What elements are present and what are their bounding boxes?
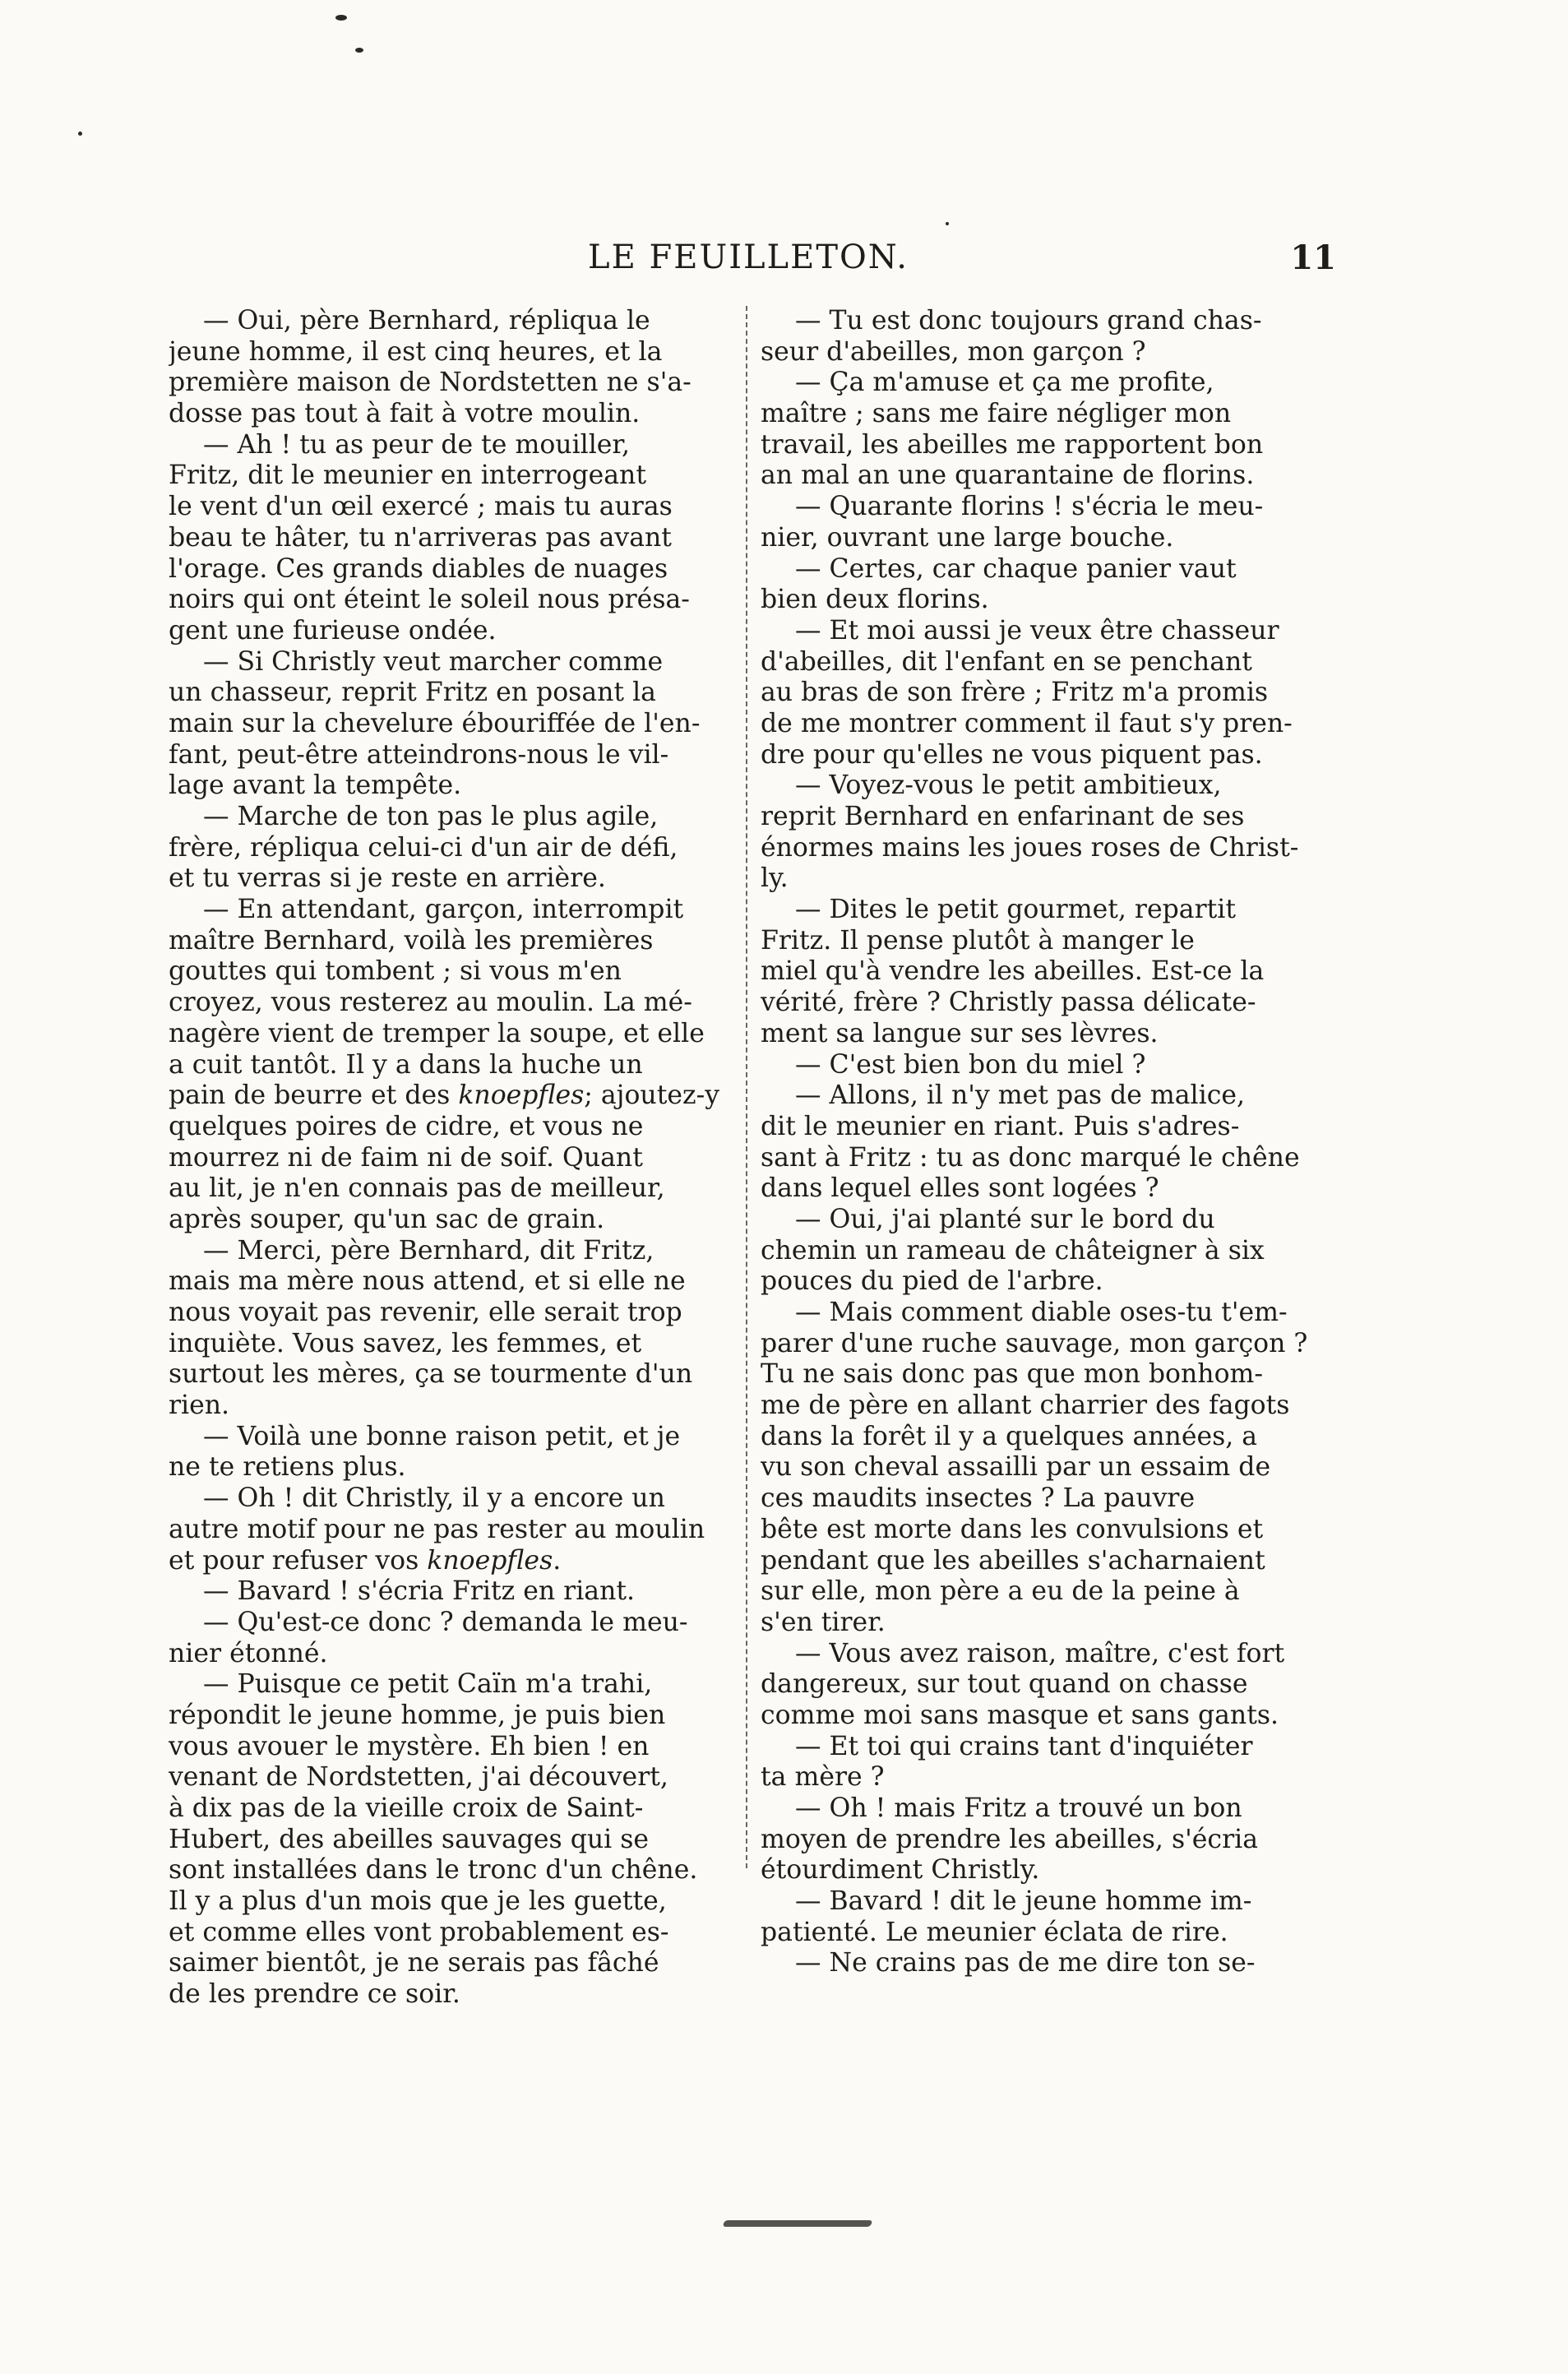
text-line: patienté. Le meunier éclata de rire.: [761, 1917, 1228, 1947]
text-line: ne te retiens plus.: [169, 1452, 406, 1483]
text-line: croyez, vous resterez au moulin. La mé-: [169, 988, 692, 1018]
text-line: main sur la chevelure ébouriffée de l'en-: [169, 708, 701, 738]
text-line: et tu verras si je reste en arrière.: [169, 863, 606, 894]
page-number: 11: [1290, 238, 1336, 277]
text-line: vérité, frère ? Christly passa délicate-: [761, 988, 1256, 1018]
text-line: vu son cheval assailli par un essaim de: [761, 1452, 1271, 1483]
text-line: pouces du pied de l'arbre.: [761, 1266, 1103, 1297]
text-line: à dix pas de la vieille croix de Saint-: [169, 1793, 644, 1823]
text-line: lage avant la tempête.: [169, 771, 462, 801]
right-column: [761, 306, 1328, 1979]
text-line: — Puisque ce petit Caïn m'a trahi,: [203, 1669, 653, 1700]
text-line: saimer bientôt, je ne serais pas fâché: [169, 1948, 659, 1978]
text-line: — Et moi aussi je veux être chasseur: [795, 615, 1279, 646]
text-line: ta mère ?: [761, 1762, 885, 1793]
text-line: répondit le jeune homme, je puis bien: [169, 1700, 666, 1730]
text-line: me de père en allant charrier des fagots: [761, 1391, 1290, 1421]
text-line: dit le meunier en riant. Puis s'adres-: [761, 1111, 1240, 1141]
text-line: mais ma mère nous attend, et si elle ne: [169, 1266, 686, 1297]
text-line: dre pour qu'elles ne vous piquent pas.: [761, 739, 1263, 770]
text-line: rien.: [169, 1391, 230, 1421]
text-line: dangereux, sur tout quand on chasse: [761, 1669, 1248, 1700]
text-line: sont installées dans le tronc d'un chêne.: [169, 1855, 698, 1886]
text-line: d'abeilles, dit l'enfant en se penchant: [761, 646, 1252, 677]
text-line: surtout les mères, ça se tourmente d'un: [169, 1359, 693, 1390]
text-line: — Voilà une bonne raison petit, et je: [203, 1421, 681, 1451]
text-line: — Mais comment diable oses-tu t'em-: [795, 1298, 1288, 1327]
text-line: dans la forêt il y a quelques années, a: [761, 1421, 1258, 1451]
text-line: mourrez ni de faim ni de soif. Quant: [169, 1142, 643, 1173]
text-line: au lit, je n'en connais pas de meilleur,: [169, 1173, 665, 1204]
text-line: — Oui, j'ai planté sur le bord du: [795, 1204, 1215, 1234]
text-line: quelques poires de cidre, et vous ne: [169, 1111, 644, 1141]
text-line: autre motif pour ne pas rester au moulin: [169, 1514, 705, 1544]
text-line: inquiète. Vous savez, les femmes, et: [169, 1328, 642, 1358]
text-line: moyen de prendre les abeilles, s'écria: [761, 1824, 1258, 1854]
text-line: chemin un rameau de châteigner à six: [761, 1235, 1265, 1266]
text-line: Tu ne sais donc pas que mon bonhom-: [761, 1359, 1264, 1390]
text-line: s'en tirer.: [761, 1607, 886, 1637]
text-line: gent une furieuse ondée.: [169, 615, 497, 646]
text-line: Hubert, des abeilles sauvages qui se: [169, 1824, 650, 1854]
text-line: première maison de Nordstetten ne s'a-: [169, 368, 691, 398]
text-line: — C'est bien bon du miel ?: [795, 1049, 1146, 1080]
text-line: — Oh ! dit Christly, il y a encore un: [203, 1483, 665, 1514]
ink-speck: [355, 48, 363, 53]
text-line: — En attendant, garçon, interrompit: [203, 895, 684, 925]
column-divider: [746, 306, 749, 1868]
text-line: Il y a plus d'un mois que je les guette,: [169, 1886, 667, 1917]
text-line: venant de Nordstetten, j'ai découvert,: [169, 1762, 668, 1793]
text-line: — Bavard ! s'écria Fritz en riant.: [203, 1576, 636, 1607]
text-line: — Vous avez raison, maître, c'est fort: [795, 1638, 1285, 1668]
text-line: — Ne crains pas de me dire ton se-: [795, 1948, 1256, 1978]
text-line: beau te hâter, tu n'arriveras pas avant: [169, 522, 672, 553]
text-line: maître Bernhard, voilà les premières: [169, 925, 654, 956]
page-header: [160, 238, 1336, 288]
text-line: parer d'une ruche sauvage, mon garçon ?: [761, 1328, 1308, 1358]
ink-speck: [335, 15, 347, 21]
ink-speck: [78, 132, 82, 136]
ink-smudge: [723, 2220, 873, 2227]
text-line: ces maudits insectes ? La pauvre: [761, 1483, 1196, 1514]
text-line: vous avouer le mystère. Eh bien ! en: [169, 1731, 650, 1761]
text-line: a cuit tantôt. Il y a dans la huche un: [169, 1049, 643, 1080]
text-line: pendant que les abeilles s'acharnaient: [761, 1545, 1265, 1576]
text-line: an mal an une quarantaine de florins.: [761, 460, 1255, 491]
text-line: — Merci, père Bernhard, dit Fritz,: [203, 1235, 654, 1266]
text-line: seur d'abeilles, mon garçon ?: [761, 336, 1146, 367]
text-line: un chasseur, reprit Fritz en posant la: [169, 678, 656, 708]
text-line: bête est morte dans les convulsions et: [761, 1514, 1264, 1544]
text-line: — Ça m'amuse et ça me profite,: [795, 368, 1214, 398]
text-line: étourdiment Christly.: [761, 1855, 1040, 1886]
text-line: — Allons, il n'y met pas de malice,: [795, 1081, 1245, 1111]
text-line: nous voyait pas revenir, elle serait trop: [169, 1298, 682, 1327]
ink-speck: [946, 222, 949, 225]
text-line: travail, les abeilles me rapportent bon: [761, 429, 1264, 460]
text-line: miel qu'à vendre les abeilles. Est-ce la: [761, 956, 1265, 987]
text-line: — Dites le petit gourmet, repartit: [795, 895, 1237, 925]
text-line: — Ah ! tu as peur de te mouiller,: [203, 429, 631, 460]
text-line: après souper, qu'un sac de grain.: [169, 1204, 605, 1234]
text-line: — Si Christly veut marcher comme: [203, 646, 664, 677]
text-line: — Quarante florins ! s'écria le meu-: [795, 492, 1264, 522]
text-line: — Bavard ! dit le jeune homme im-: [795, 1886, 1252, 1917]
text-line: ment sa langue sur ses lèvres.: [761, 1018, 1159, 1048]
text-line: nier, ouvrant une large bouche.: [761, 522, 1174, 553]
text-line: l'orage. Ces grands diables de nuages: [169, 553, 668, 584]
text-line: sur elle, mon père a eu de la peine à: [761, 1576, 1240, 1607]
text-line: — Certes, car chaque panier vaut: [795, 553, 1237, 584]
text-line: Fritz. Il pense plutôt à manger le: [761, 925, 1195, 956]
text-line: jeune homme, il est cinq heures, et la: [169, 336, 663, 367]
text-line: — Oh ! mais Fritz a trouvé un bon: [795, 1793, 1242, 1823]
text-line: énormes mains les joues roses de Christ-: [761, 832, 1299, 863]
running-title: LE FEUILLETON.: [588, 238, 909, 276]
text-line: noirs qui ont éteint le soleil nous présa-: [169, 585, 690, 615]
text-line: frère, répliqua celui-ci d'un air de défi,: [169, 832, 678, 863]
left-column: [169, 306, 736, 2011]
text-line: — Tu est donc toujours grand chas-: [795, 306, 1262, 336]
text-line: gouttes qui tombent ; si vous m'en: [169, 956, 622, 987]
text-line: de me montrer comment il faut s'y pren-: [761, 708, 1293, 738]
text-line: dans lequel elles sont logées ?: [761, 1173, 1159, 1204]
text-line: — Marche de ton pas le plus agile,: [203, 802, 659, 831]
text-line: au bras de son frère ; Fritz m'a promis: [761, 678, 1269, 708]
text-line: pain de beurre et des knoepfles; ajoutez-y: [169, 1081, 720, 1111]
text-line: et pour refuser vos knoepfles.: [169, 1545, 562, 1576]
text-line: ly.: [761, 863, 789, 894]
text-line: maître ; sans me faire négliger mon: [761, 399, 1232, 429]
text-line: et comme elles vont probablement es-: [169, 1917, 669, 1947]
text-line: — Oui, père Bernhard, répliqua le: [203, 306, 650, 336]
text-line: nagère vient de tremper la soupe, et elle: [169, 1018, 705, 1048]
text-line: fant, peut-être atteindrons-nous le vil-: [169, 739, 669, 770]
text-line: bien deux florins.: [761, 585, 989, 615]
text-line: reprit Bernhard en enfarinant de ses: [761, 802, 1245, 831]
text-line: — Qu'est-ce donc ? demanda le meu-: [203, 1607, 688, 1637]
text-line: — Voyez-vous le petit ambitieux,: [795, 771, 1222, 801]
text-line: de les prendre ce soir.: [169, 1979, 460, 2010]
text-line: dosse pas tout à fait à votre moulin.: [169, 399, 641, 429]
text-line: — Et toi qui crains tant d'inquiéter: [795, 1731, 1253, 1761]
text-line: sant à Fritz : tu as donc marqué le chêne: [761, 1142, 1300, 1173]
text-line: comme moi sans masque et sans gants.: [761, 1700, 1279, 1730]
text-line: le vent d'un œil exercé ; mais tu auras: [169, 492, 673, 522]
text-line: Fritz, dit le meunier en interrogeant: [169, 460, 646, 491]
text-line: nier étonné.: [169, 1638, 328, 1668]
